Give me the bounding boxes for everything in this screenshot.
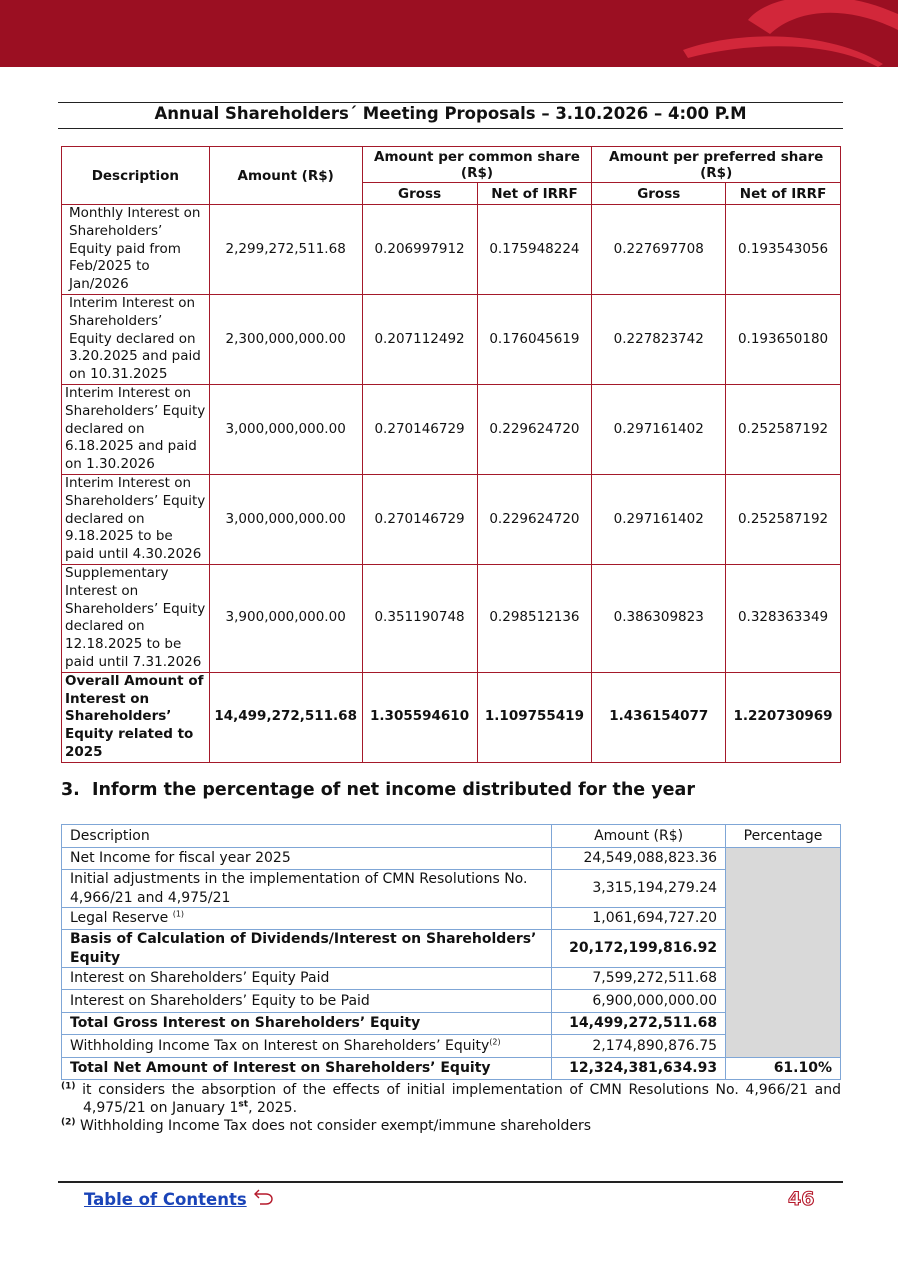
- row-amount: 6,900,000,000.00: [552, 990, 726, 1013]
- header-pref-gross: Gross: [592, 183, 726, 205]
- table-row: [62, 848, 841, 870]
- row-description: Initial adjustments in the implementation of CMN Resolutions No. 4,966/21 and 4,975/21: [62, 870, 552, 908]
- row-description: Net Income for fiscal year 2025: [62, 848, 552, 870]
- row-pref-gross: 0.227823742: [592, 294, 726, 384]
- row-amount: 20,172,199,816.92: [552, 930, 726, 968]
- row-description: Interest on Shareholders’ Equity Paid: [62, 968, 552, 990]
- row-description: Interest on Shareholders’ Equity to be Paid: [62, 990, 552, 1013]
- row-amount: 14,499,272,511.68: [209, 672, 362, 762]
- header-pref-net: Net of IRRF: [726, 183, 841, 205]
- footnote-ref: (2): [489, 1037, 501, 1047]
- row-amount: 2,299,272,511.68: [209, 205, 362, 295]
- row-description: Total Gross Interest on Shareholders’ Equity: [62, 1013, 552, 1035]
- header-common-gross: Gross: [362, 183, 477, 205]
- row-common-net: 0.298512136: [477, 564, 592, 672]
- return-arrow-icon[interactable]: [253, 1187, 275, 1207]
- header-percentage: Percentage: [726, 825, 841, 848]
- row-description: Supplementary Interest on Shareholders’ Equity declared on 12.18.2025 to be paid until 7.31.2026: [62, 564, 210, 672]
- footnote-1: $^{(1)}$ it considers the absorption of the effects of initial implementation of CMN Resolutions No. 4,966/21 and 4,975/21 on January 1st, 2025.: [61, 1081, 842, 1116]
- header-common-net: Net of IRRF: [477, 183, 592, 205]
- header-band: [0, 0, 898, 67]
- row-common-gross: 1.305594610: [362, 672, 477, 762]
- row-common-gross: 0.270146729: [362, 384, 477, 474]
- table-row: [62, 474, 841, 564]
- row-common-net: 0.229624720: [477, 384, 592, 474]
- row-pref-gross: 0.297161402: [592, 384, 726, 474]
- table-row: [62, 294, 841, 384]
- row-common-net: 1.109755419: [477, 672, 592, 762]
- row-description: Withholding Income Tax on Interest on Shareholders’ Equity$^{(2)}$: [62, 1035, 552, 1058]
- row-pref-gross: 0.297161402: [592, 474, 726, 564]
- table-row: [62, 930, 841, 968]
- net-income-table: [61, 824, 841, 1080]
- section-title: Inform the percentage of net income distributed for the year: [92, 780, 695, 800]
- footnote-2: $^{(2)}$ Withholding Income Tax does not consider exempt/immune shareholders: [61, 1117, 592, 1134]
- row-amount: 3,000,000,000.00: [209, 384, 362, 474]
- row-pref-gross: 0.386309823: [592, 564, 726, 672]
- section-heading: [61, 780, 695, 800]
- row-common-net: 0.176045619: [477, 294, 592, 384]
- header-preferred-share: Amount per preferred share (R$): [592, 147, 841, 183]
- row-pref-net: 0.252587192: [726, 474, 841, 564]
- row-description: Interim Interest on Shareholders’ Equity declared on 6.18.2025 and paid on 1.30.2026: [62, 384, 210, 474]
- row-amount: 7,599,272,511.68: [552, 968, 726, 990]
- row-amount: 3,315,194,279.24: [552, 870, 726, 908]
- percentage-shaded-cell: [726, 848, 841, 1058]
- row-pref-net: 0.193650180: [726, 294, 841, 384]
- table-of-contents-link[interactable]: Table of Contents: [84, 1190, 247, 1209]
- logo-swoosh-icon: [678, 0, 898, 67]
- table-row: [62, 1013, 841, 1035]
- header-description: Description: [62, 825, 552, 848]
- row-amount: 1,061,694,727.20: [552, 908, 726, 930]
- row-amount: 2,174,890,876.75: [552, 1035, 726, 1058]
- row-description: Monthly Interest on Shareholders’ Equity paid from Feb/2025 to Jan/2026: [62, 205, 210, 295]
- row-common-net: 0.229624720: [477, 474, 592, 564]
- row-pref-net: 0.252587192: [726, 384, 841, 474]
- row-description: Interim Interest on Shareholders’ Equity declared on 9.18.2025 to be paid until 4.30.2026: [62, 474, 210, 564]
- section-number: 3.: [61, 780, 80, 800]
- table-total-row: [62, 1058, 841, 1080]
- row-amount: 3,000,000,000.00: [209, 474, 362, 564]
- table-row: [62, 870, 841, 908]
- row-description: Interim Interest on Shareholders’ Equity declared on 3.20.2025 and paid on 10.31.2025: [62, 294, 210, 384]
- title-rule-top: [58, 102, 843, 103]
- table-row: [62, 564, 841, 672]
- footnote-ref: (1): [172, 909, 185, 919]
- title-rule-bottom: [58, 128, 843, 129]
- page-title: Annual Shareholders´ Meeting Proposals – 3.10.2026 – 4:00 P.M: [154, 104, 747, 123]
- table-row: [62, 384, 841, 474]
- table-row: [62, 205, 841, 295]
- row-common-gross: 0.206997912: [362, 205, 477, 295]
- row-common-gross: 0.270146729: [362, 474, 477, 564]
- row-amount: 3,900,000,000.00: [209, 564, 362, 672]
- row-description: Basis of Calculation of Dividends/Interest on Shareholders’ Equity: [62, 930, 552, 968]
- row-percentage: 61.10%: [726, 1058, 841, 1080]
- footer-rule: [58, 1181, 843, 1183]
- table-row: [62, 990, 841, 1013]
- table-row: [62, 968, 841, 990]
- row-amount: 12,324,381,634.93: [552, 1058, 726, 1080]
- row-description: Legal Reserve $^{(1)}$: [62, 908, 552, 930]
- row-amount: 2,300,000,000.00: [209, 294, 362, 384]
- table-row: [62, 1035, 841, 1058]
- row-amount: 24,549,088,823.36: [552, 848, 726, 870]
- proposal-table: [61, 146, 841, 763]
- row-pref-gross: 1.436154077: [592, 672, 726, 762]
- footnotes: [61, 1081, 841, 1135]
- row-common-net: 0.175948224: [477, 205, 592, 295]
- header-amount: Amount (R$): [552, 825, 726, 848]
- header-description: Description: [62, 147, 210, 205]
- table-row: [62, 908, 841, 930]
- header-amount: Amount (R$): [209, 147, 362, 205]
- table-total-row: [62, 672, 841, 762]
- row-description: Overall Amount of Interest on Shareholders’ Equity related to 2025: [62, 672, 210, 762]
- page-number: 46: [788, 1188, 815, 1210]
- row-pref-net: 0.328363349: [726, 564, 841, 672]
- row-pref-net: 0.193543056: [726, 205, 841, 295]
- header-common-share: Amount per common share (R$): [362, 147, 592, 183]
- row-amount: 14,499,272,511.68: [552, 1013, 726, 1035]
- row-pref-net: 1.220730969: [726, 672, 841, 762]
- row-common-gross: 0.207112492: [362, 294, 477, 384]
- row-description: Total Net Amount of Interest on Shareholders’ Equity: [62, 1058, 552, 1080]
- row-common-gross: 0.351190748: [362, 564, 477, 672]
- row-pref-gross: 0.227697708: [592, 205, 726, 295]
